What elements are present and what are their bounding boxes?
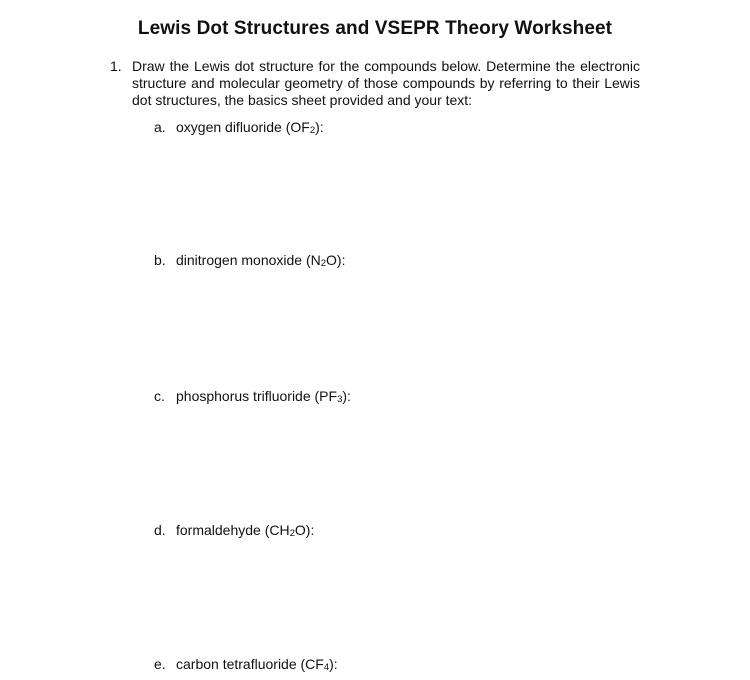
item-letter: b. xyxy=(154,252,166,268)
compound-name: carbon tetrafluoride (CF xyxy=(176,656,324,672)
compound-name-tail: O): xyxy=(326,252,346,268)
question-instructions: Draw the Lewis dot structure for the compounds below. Determine the electronic structure and molecular geometry of those compounds by referring to their Lewis dot structures, the basics sheet provided and your text: xyxy=(132,58,640,108)
compound-item-b xyxy=(154,252,346,269)
item-letter: c. xyxy=(154,388,165,404)
item-letter: e. xyxy=(154,656,166,672)
compound-name: formaldehyde (CH xyxy=(176,522,290,538)
compound-subscript: 3 xyxy=(337,394,343,405)
compound-name-tail: ): xyxy=(329,656,338,672)
compound-item-a xyxy=(154,119,324,136)
compound-name: dinitrogen monoxide (N xyxy=(176,252,321,268)
compound-item-e xyxy=(154,656,338,673)
compound-name-tail: O): xyxy=(294,522,315,538)
compound-subscript: 2 xyxy=(309,125,316,136)
item-letter: d. xyxy=(154,522,166,538)
question-number: 1. xyxy=(110,58,122,74)
compound-item-d xyxy=(154,522,314,539)
compound-name-tail: ): xyxy=(342,388,351,404)
compound-name: oxygen difluoride (OF xyxy=(176,119,310,135)
compound-item-c xyxy=(154,388,351,405)
compound-subscript: 4 xyxy=(323,662,330,673)
compound-subscript: 2 xyxy=(289,528,295,539)
compound-name-tail: ): xyxy=(315,119,324,135)
worksheet-title: Lewis Dot Structures and VSEPR Theory Worksheet xyxy=(137,18,613,39)
compound-subscript: 2 xyxy=(320,258,327,269)
compound-name: phosphorus trifluoride (PF xyxy=(176,388,338,404)
item-letter: a. xyxy=(154,119,166,135)
